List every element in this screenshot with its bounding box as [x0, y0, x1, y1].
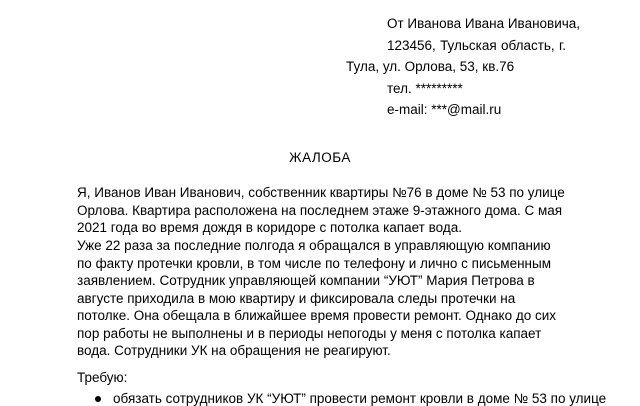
document-title: ЖАЛОБА — [289, 150, 351, 165]
sender-region-word: область, — [500, 37, 555, 53]
sender-address-line1 — [346, 35, 566, 57]
sender-block — [346, 13, 581, 121]
demand-text: обязать сотрудников УК “УЮТ” провести ремонт кровли в доме № 53 по улице — [113, 391, 607, 406]
paragraph-details: Уже 22 раза за последние полгода я обращался в управляющую компанию по факту протечки кровли, в том числе по телефону и лично с письменным заявлением. Сотрудник управляющей компании “УЮТ” Мария Петрова в августе приходила в мою квартиру и фиксировала следы протечки на потолке. Она обещала в ближайшее время провести ремонт. Однако до сих пор работы не выполнены и в периоды непогоды у меня с потолка капает вода. Сотрудники УК на обращения не реагируют. — [77, 238, 557, 358]
paragraph-intro: Я, Иванов Иван Иванович, собственник квартиры №76 в доме № 53 по улице Орлова. Квартира расположена на последнем этаже 9-этажного дома. С мая 2021 года во время дождя в коридоре с потолка капает вода. — [77, 185, 565, 235]
sender-phone: тел. ********* — [387, 80, 463, 96]
demand-list-item — [95, 391, 606, 406]
sender-name: От Иванова Ивана Ивановича, — [387, 16, 581, 31]
sender-region: Тульская — [440, 37, 497, 53]
sender-email: e-mail: ***@mail.ru — [387, 102, 502, 117]
sender-zip: 123456, — [387, 37, 436, 53]
sender-city-abbr: г. — [558, 37, 566, 53]
demand-label: Требую: — [77, 370, 128, 385]
sender-address-line2: Тула, ул. Орлова, 53, кв.76 — [346, 59, 515, 74]
bullet-icon — [95, 396, 101, 402]
